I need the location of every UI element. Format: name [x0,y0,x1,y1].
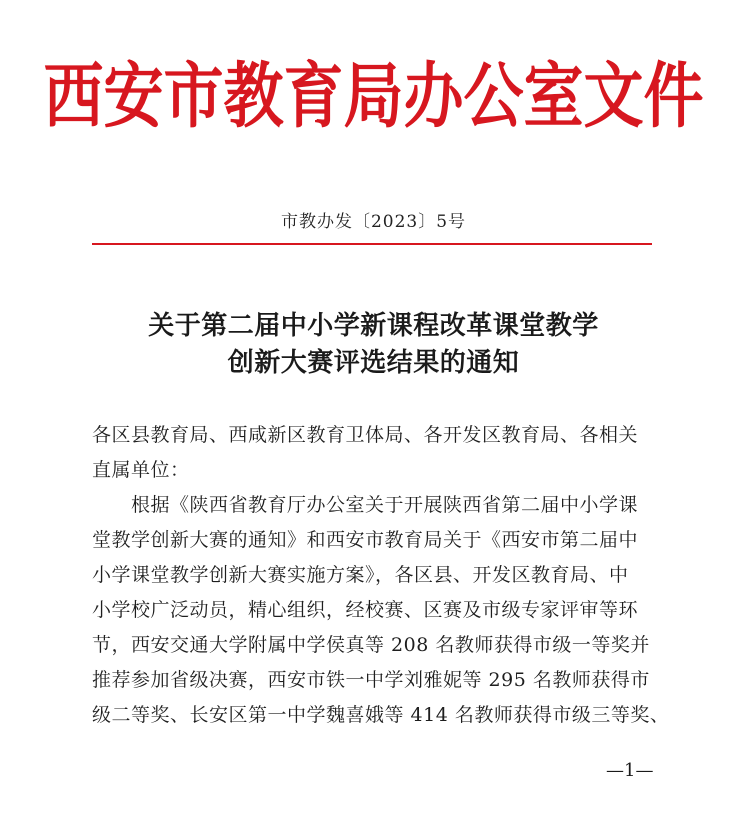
document-number: 市教办发〔2023〕5号 [280,212,467,232]
body-line: 根据《陕西省教育厅办公室关于开展陕西省第二届中小学课 [92,494,639,516]
body-line: 节，西安交通大学附属中学侯真等 208 名教师获得市级一等奖并 [92,634,650,656]
notice-title-line-1: 关于第二届中小学新课程改革课堂教学 [148,311,599,341]
body-line: 小学校广泛动员，精心组织，经校赛、区赛及市级专家评审等环 [92,599,639,621]
masthead-title: 西安市教育局办公室文件 [43,55,704,139]
body-line: 各区县教育局、西咸新区教育卫体局、各开发区教育局、各相关 [92,424,639,446]
body-line: 直属单位： [92,459,190,481]
body-line: 推荐参加省级决赛，西安市铁一中学刘雅妮等 295 名教师获得市 [92,669,650,691]
page-number: —1— [606,760,654,781]
notice-title-line-2: 创新大赛评选结果的通知 [227,348,520,378]
body-line: 级二等奖、长安区第一中学魏喜娥等 414 名教师获得市级三等奖、 [92,704,670,726]
body-line: 小学课堂教学创新大赛实施方案》，各区县、开发区教育局、中 [92,564,629,586]
red-divider [92,243,652,245]
body-line: 堂教学创新大赛的通知》和西安市教育局关于《西安市第二届中 [92,529,639,551]
